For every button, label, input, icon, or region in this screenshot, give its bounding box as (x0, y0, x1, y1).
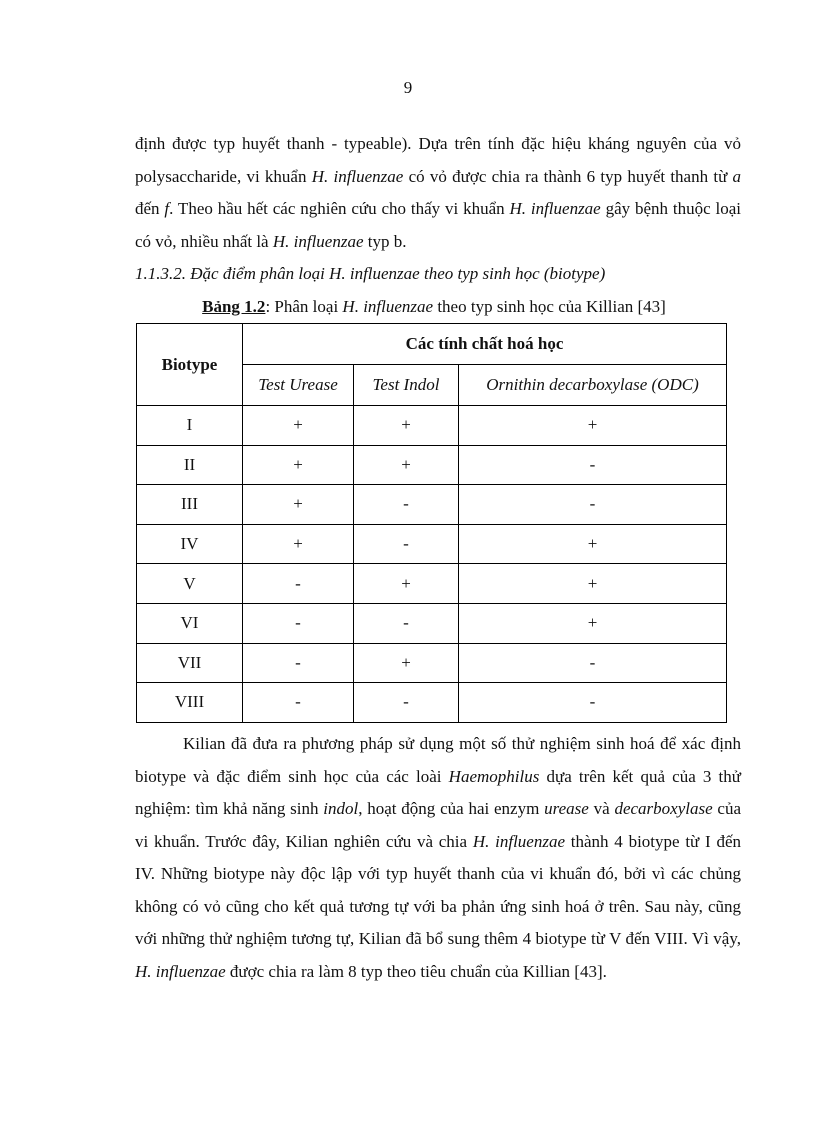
odc-cell: - (459, 445, 727, 485)
text-run: và (588, 799, 615, 818)
text-run: được chia ra làm 8 typ theo tiêu chuẩn của Killian [43]. (225, 961, 607, 981)
caption-text: theo typ sinh học của Killian [43] (433, 297, 666, 316)
biotype-table (136, 323, 727, 723)
odc-cell: + (459, 603, 727, 643)
odc-cell: + (459, 564, 727, 604)
paragraph-kilian (135, 728, 741, 988)
term-indol: indol (323, 799, 359, 818)
table-row (137, 406, 727, 446)
indol-cell: + (354, 564, 459, 604)
biotype-cell: VII (137, 643, 243, 683)
urease-cell: - (243, 603, 354, 643)
text-run: định được typ huyết thanh - typeable). Dựa trên tính đặc hiệu kháng nguyên của vỏ polysaccharide, vi khuẩn (135, 134, 741, 186)
text-run: typ b. (363, 231, 407, 251)
table-caption (0, 294, 816, 320)
indol-cell: + (354, 643, 459, 683)
species-name: H. influenzae (311, 166, 404, 186)
column-header-indol: Test Indol (354, 365, 459, 406)
biotype-cell: IV (137, 524, 243, 564)
page-number: 9 (403, 78, 413, 97)
term-urease: urease (544, 799, 589, 818)
indol-cell: - (354, 683, 459, 723)
biotype-cell: VIII (137, 683, 243, 723)
biotype-column-header: Biotype (137, 324, 243, 406)
text-run: gây bệnh thuộc loại có vỏ, nhiều nhất là (135, 199, 742, 251)
indol-cell: - (354, 485, 459, 525)
odc-cell: - (459, 485, 727, 525)
urease-cell: + (243, 445, 354, 485)
term-decarboxylase: decarboxylase (614, 799, 713, 818)
text-run: , hoạt động của hai enzym (358, 799, 545, 818)
indol-cell: + (354, 445, 459, 485)
table-row (137, 683, 727, 723)
biotype-cell: I (137, 406, 243, 446)
table-row (137, 485, 727, 525)
species-name: H. influenzae (342, 297, 434, 316)
odc-cell: - (459, 683, 727, 723)
caption-text: Phân loại (274, 297, 343, 316)
paragraph-intro (135, 128, 741, 258)
species-name: H. influenzae (509, 199, 601, 219)
indol-cell: - (354, 524, 459, 564)
chemical-properties-header: Các tính chất hoá học (243, 324, 727, 365)
table-row (137, 564, 727, 604)
column-header-odc: Ornithin decarboxylase (ODC) (459, 365, 727, 406)
serotype-letter: f (164, 199, 170, 219)
table-caption-label: Bảng 1.2 (202, 297, 266, 316)
text-run: có vỏ được chia ra thành 6 typ huyết thanh từ (403, 166, 733, 186)
species-name: H. influenzae (472, 831, 566, 851)
table-row (137, 445, 727, 485)
odc-cell: + (459, 406, 727, 446)
biotype-cell: VI (137, 603, 243, 643)
table-row (137, 643, 727, 683)
text-run: Kilian đã đưa ra phương pháp sử dụng một số thử nghiệm sinh hoá để xác định biotype và đặc điểm sinh học của các loài (135, 734, 741, 786)
column-header-urease: Test Urease (243, 365, 354, 406)
genus-name: Haemophilus (448, 766, 540, 786)
text-run: . Theo hầu hết các nghiên cứu cho thấy vi khuẩn (169, 199, 510, 219)
urease-cell: + (243, 406, 354, 446)
text-run: của vi khuẩn. Trước đây, Kilian nghiên cứu và chia (135, 799, 742, 851)
table-header-row (137, 324, 727, 365)
table-row (137, 603, 727, 643)
text-run: thành 4 biotype từ I đến IV. Những biotype này độc lập với typ huyết thanh của vi khuẩn đó, bởi vì các chủng không có vỏ cũng cho kết quả tương tự với ba phản ứng sinh hoá ở trên. Sau này, cũng với những thử nghiệm tương tự, Kilian đã bổ sung thêm 4 biotype từ V đến VIII. Vì vậy, (135, 831, 741, 948)
biotype-cell: II (137, 445, 243, 485)
urease-cell: + (243, 524, 354, 564)
urease-cell: - (243, 564, 354, 604)
urease-cell: - (243, 683, 354, 723)
text-run: dựa trên kết quả của 3 thử nghiệm: tìm khả năng sinh (135, 766, 741, 818)
urease-cell: + (243, 485, 354, 525)
table-row (137, 524, 727, 564)
section-heading: 1.1.3.2. Đặc điểm phân loại H. influenzae theo typ sinh học (biotype) (135, 264, 606, 283)
odc-cell: - (459, 643, 727, 683)
biotype-cell: V (137, 564, 243, 604)
urease-cell: - (243, 643, 354, 683)
text-run: đến (135, 199, 165, 219)
species-name: H. influenzae (272, 231, 364, 251)
species-name: H. influenzae (135, 961, 226, 981)
serotype-letter: a (732, 166, 742, 186)
indol-cell: + (354, 406, 459, 446)
caption-colon: : (265, 297, 275, 316)
odc-cell: + (459, 524, 727, 564)
biotype-cell: III (137, 485, 243, 525)
indol-cell: - (354, 603, 459, 643)
